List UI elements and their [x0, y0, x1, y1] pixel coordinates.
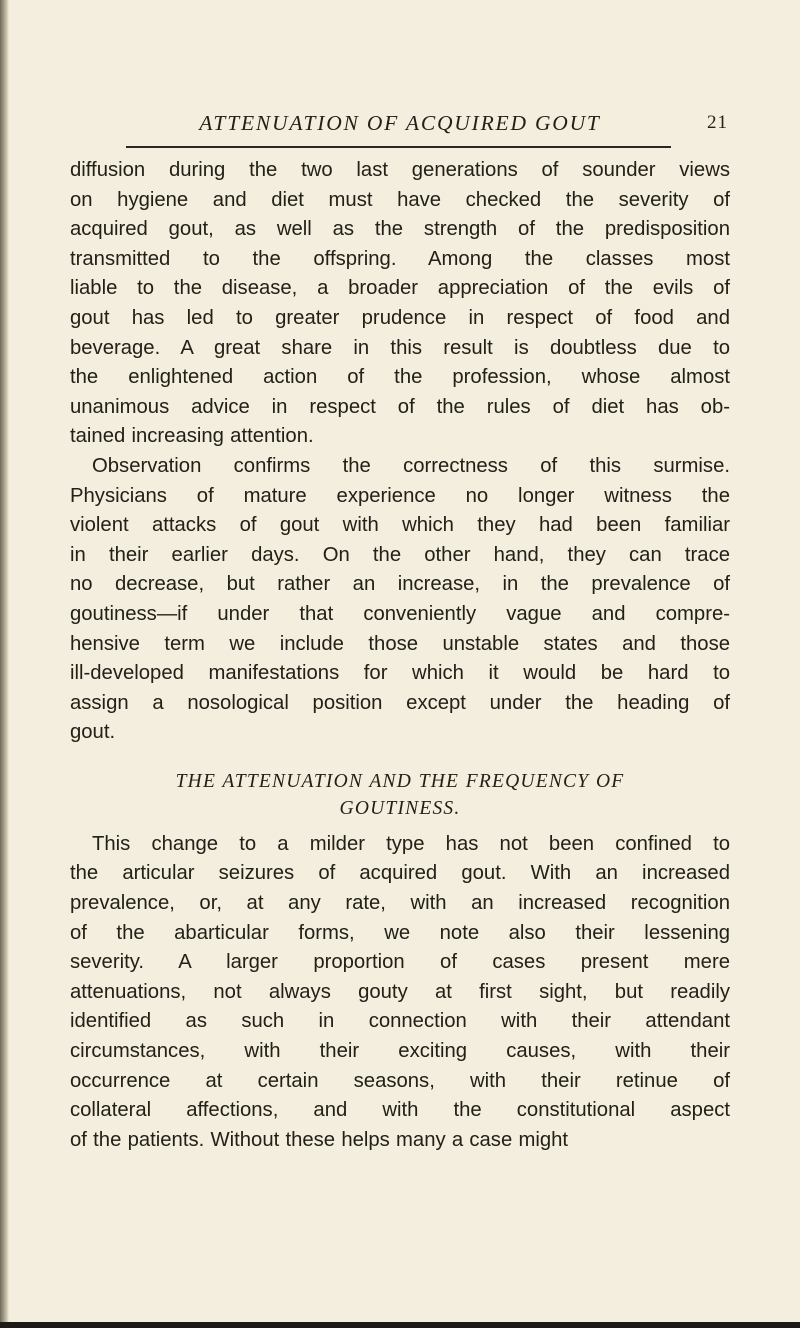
text-line: identified as such in connection with their attendant [70, 1010, 730, 1033]
page-number: 21 [707, 112, 728, 133]
text-line: of the patients. Without these helps many a case might [70, 1128, 569, 1151]
text-line: attenuations, not always gouty at first sight, but readily [70, 980, 730, 1003]
section-heading [70, 768, 730, 822]
text-line: circumstances, with their exciting causes, with their [70, 1040, 730, 1063]
text-line: no decrease, but rather an increase, in the prevalence of [70, 573, 730, 596]
text-line: Observation confirms the correctness of this surmise. [92, 454, 730, 477]
text-line: ill-developed manifestations for which it would be hard to [70, 662, 730, 685]
text-line: in their earlier days. On the other hand, they can trace [70, 543, 730, 566]
text-line: severity. A larger proportion of cases present mere [70, 951, 730, 974]
text-line: prevalence, or, at any rate, with an increased recognition [70, 892, 730, 915]
text-line: acquired gout, as well as the strength of the predisposition [70, 218, 730, 241]
header-rule [126, 146, 671, 148]
text-line: violent attacks of gout with which they had been familiar [70, 514, 730, 537]
page-binding-edge [0, 0, 9, 1328]
text-line: occurrence at certain seasons, with their retinue of [70, 1069, 730, 1092]
text-line: This change to a milder type has not been confined to [92, 832, 730, 855]
text-line: unanimous advice in respect of the rules of diet has ob- [70, 395, 730, 418]
text-line: gout. [70, 721, 116, 744]
section-heading-line: THE ATTENUATION AND THE FREQUENCY OF [175, 770, 625, 792]
paragraph-2 [70, 452, 730, 748]
text-line: beverage. A great share in this result is doubtless due to [70, 336, 730, 359]
text-line: hensive term we include those unstable states and those [70, 632, 730, 655]
body-text [70, 156, 730, 1155]
text-line: tained increasing attention. [70, 425, 314, 448]
text-line: Physicians of mature experience no longer witness the [70, 484, 730, 507]
text-line: on hygiene and diet must have checked the severity of [70, 188, 730, 211]
section-heading-line: GOUTINESS. [339, 797, 461, 819]
text-line: diffusion during the two last generations of sounder views [70, 159, 730, 181]
text-line: of the abarticular forms, we note also their lessening [70, 921, 730, 944]
running-head [70, 108, 730, 144]
book-page [70, 108, 730, 1155]
text-line: liable to the disease, a broader appreciation of the evils of [70, 277, 730, 300]
text-line: transmitted to the offspring. Among the classes most [70, 247, 730, 270]
text-line: gout has led to greater prudence in respect of food and [70, 306, 730, 329]
text-line: collateral affections, and with the constitutional aspect [70, 1099, 730, 1122]
text-line: the enlightened action of the profession, whose almost [70, 366, 730, 389]
page-bottom-edge [0, 1322, 800, 1328]
paragraph-3 [70, 830, 730, 1156]
paragraph-1 [70, 156, 730, 452]
running-title: ATTENUATION OF ACQUIRED GOUT [199, 111, 601, 135]
text-line: the articular seizures of acquired gout. With an increased [70, 862, 730, 885]
text-line: goutiness—if under that conveniently vague and compre- [70, 602, 730, 625]
text-line: assign a nosological position except under the heading of [70, 691, 730, 714]
